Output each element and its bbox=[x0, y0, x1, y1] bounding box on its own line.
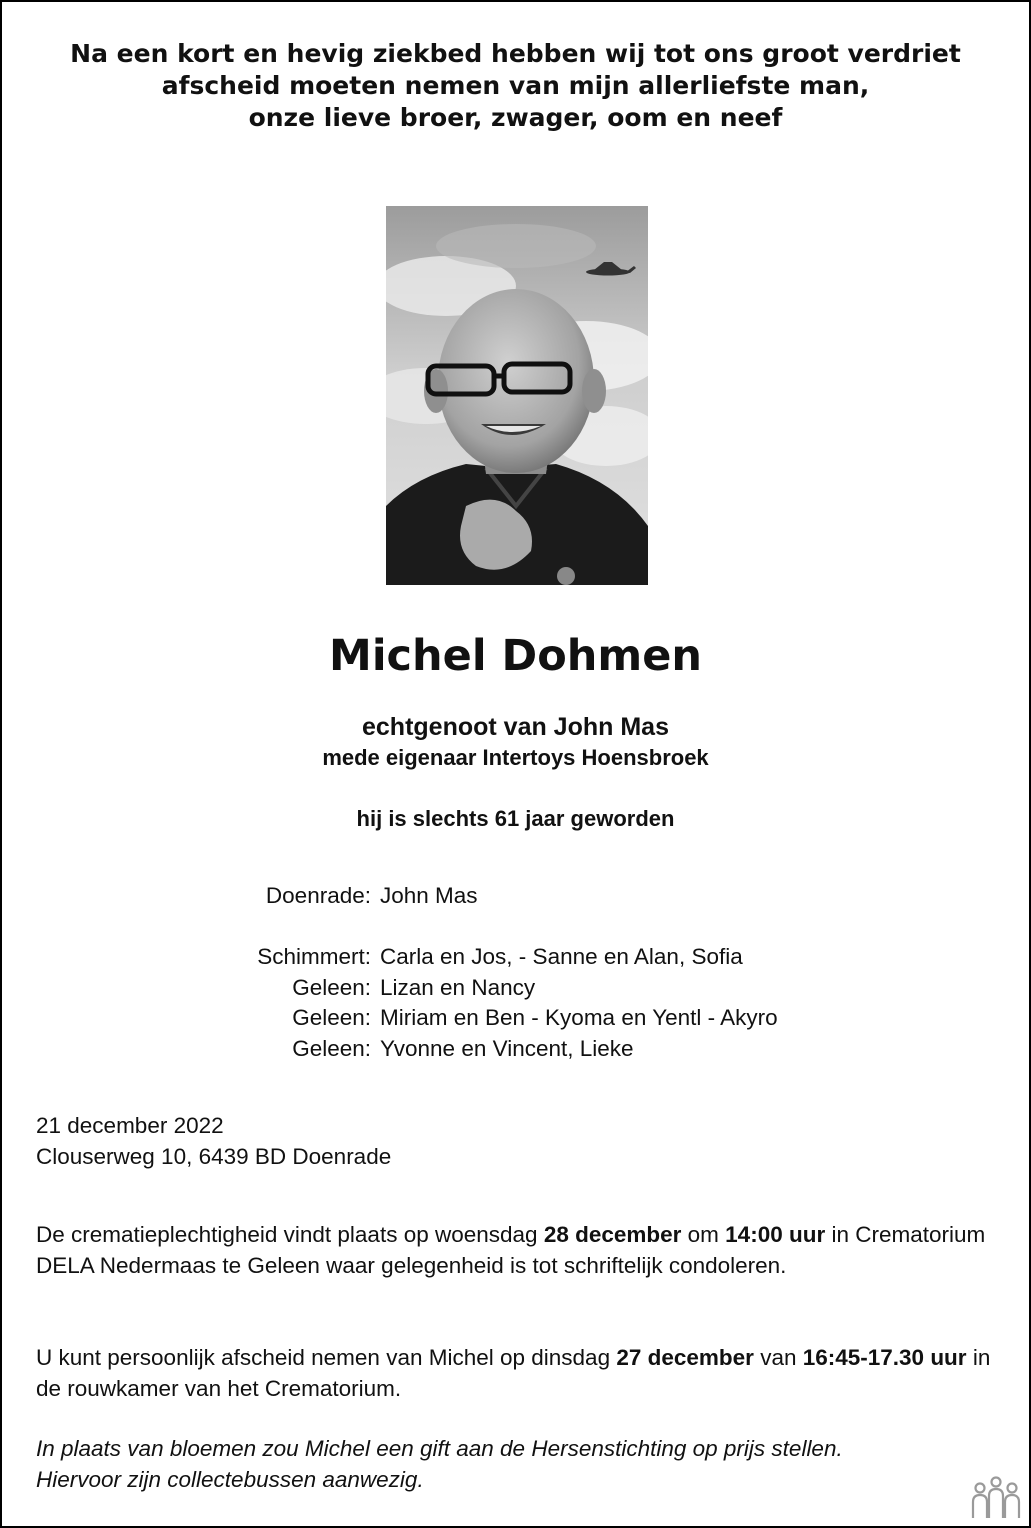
family-row bbox=[2, 942, 1029, 973]
partner-list bbox=[2, 881, 1029, 912]
spouse-relation: echtgenoot van John Mas bbox=[362, 713, 669, 741]
death-date: 21 december 2022 bbox=[36, 1113, 224, 1138]
family-names: Carla en Jos, - Sanne en Alan, Sofia bbox=[380, 944, 743, 969]
farewell-text-part: U kunt persoonlijk afscheid nemen van Michel op dinsdag bbox=[36, 1345, 617, 1370]
intro-line-2: afscheid moeten nemen van mijn allerliefste man, bbox=[161, 71, 870, 100]
ceremony-time: 14:00 uur bbox=[725, 1222, 826, 1247]
family-row bbox=[2, 1003, 1029, 1034]
family-place: Schimmert: bbox=[257, 944, 371, 969]
intro-line-1: Na een kort en hevig ziekbed hebben wij tot ons groot verdriet bbox=[70, 39, 961, 68]
ceremony-text-part: De crematieplechtigheid vindt plaats op woensdag bbox=[36, 1222, 544, 1247]
family-row bbox=[2, 881, 1029, 912]
farewell-text-part: van bbox=[753, 1345, 803, 1370]
family-row bbox=[2, 1034, 1029, 1065]
family-names: Yvonne en Vincent, Lieke bbox=[380, 1035, 634, 1061]
age-text: hij is slechts 61 jaar geworden bbox=[356, 806, 675, 831]
donation-line-2: Hiervoor zijn collectebussen aanwezig. bbox=[36, 1466, 424, 1492]
family-names: John Mas bbox=[380, 883, 478, 908]
ceremony-text bbox=[36, 1220, 996, 1281]
farewell-text-part: in de rouwkamer van het Crematorium. bbox=[36, 1345, 991, 1401]
ceremony-text-part: om bbox=[681, 1222, 726, 1247]
farewell-date: 27 december bbox=[616, 1345, 754, 1370]
relatives-list bbox=[2, 942, 1029, 1064]
home-address: Clouserweg 10, 6439 BD Doenrade bbox=[36, 1143, 392, 1169]
address-block bbox=[36, 1111, 996, 1172]
portrait-photo bbox=[386, 206, 648, 585]
occupation: mede eigenaar Intertoys Hoensbroek bbox=[322, 745, 709, 770]
deceased-name: Michel Dohmen bbox=[329, 631, 702, 681]
family-place: Geleen: bbox=[292, 974, 371, 1000]
family-names: Lizan en Nancy bbox=[380, 974, 536, 1000]
farewell-text bbox=[36, 1343, 996, 1404]
intro-text bbox=[2, 38, 1029, 134]
family-names: Miriam en Ben - Kyoma en Yentl - Akyro bbox=[380, 1005, 778, 1030]
family-row bbox=[2, 973, 1029, 1004]
people-group-icon bbox=[970, 1474, 1022, 1520]
intro-line-3: onze lieve broer, zwager, oom en neef bbox=[248, 103, 783, 132]
donation-line-1: In plaats van bloemen zou Michel een gift aan de Hersenstichting op prijs stellen. bbox=[36, 1436, 843, 1461]
family-place: Geleen: bbox=[292, 1035, 371, 1061]
ceremony-date: 28 december bbox=[543, 1222, 682, 1247]
donation-text bbox=[36, 1434, 996, 1495]
ceremony-text-part: in Crematorium DELA Nedermaas te Geleen waar gelegenheid is tot schriftelijk condoleren. bbox=[36, 1222, 986, 1278]
family-place: Geleen: bbox=[292, 1005, 371, 1030]
family-place: Doenrade: bbox=[265, 883, 371, 908]
farewell-time: 16:45-17.30 uur bbox=[802, 1345, 967, 1370]
